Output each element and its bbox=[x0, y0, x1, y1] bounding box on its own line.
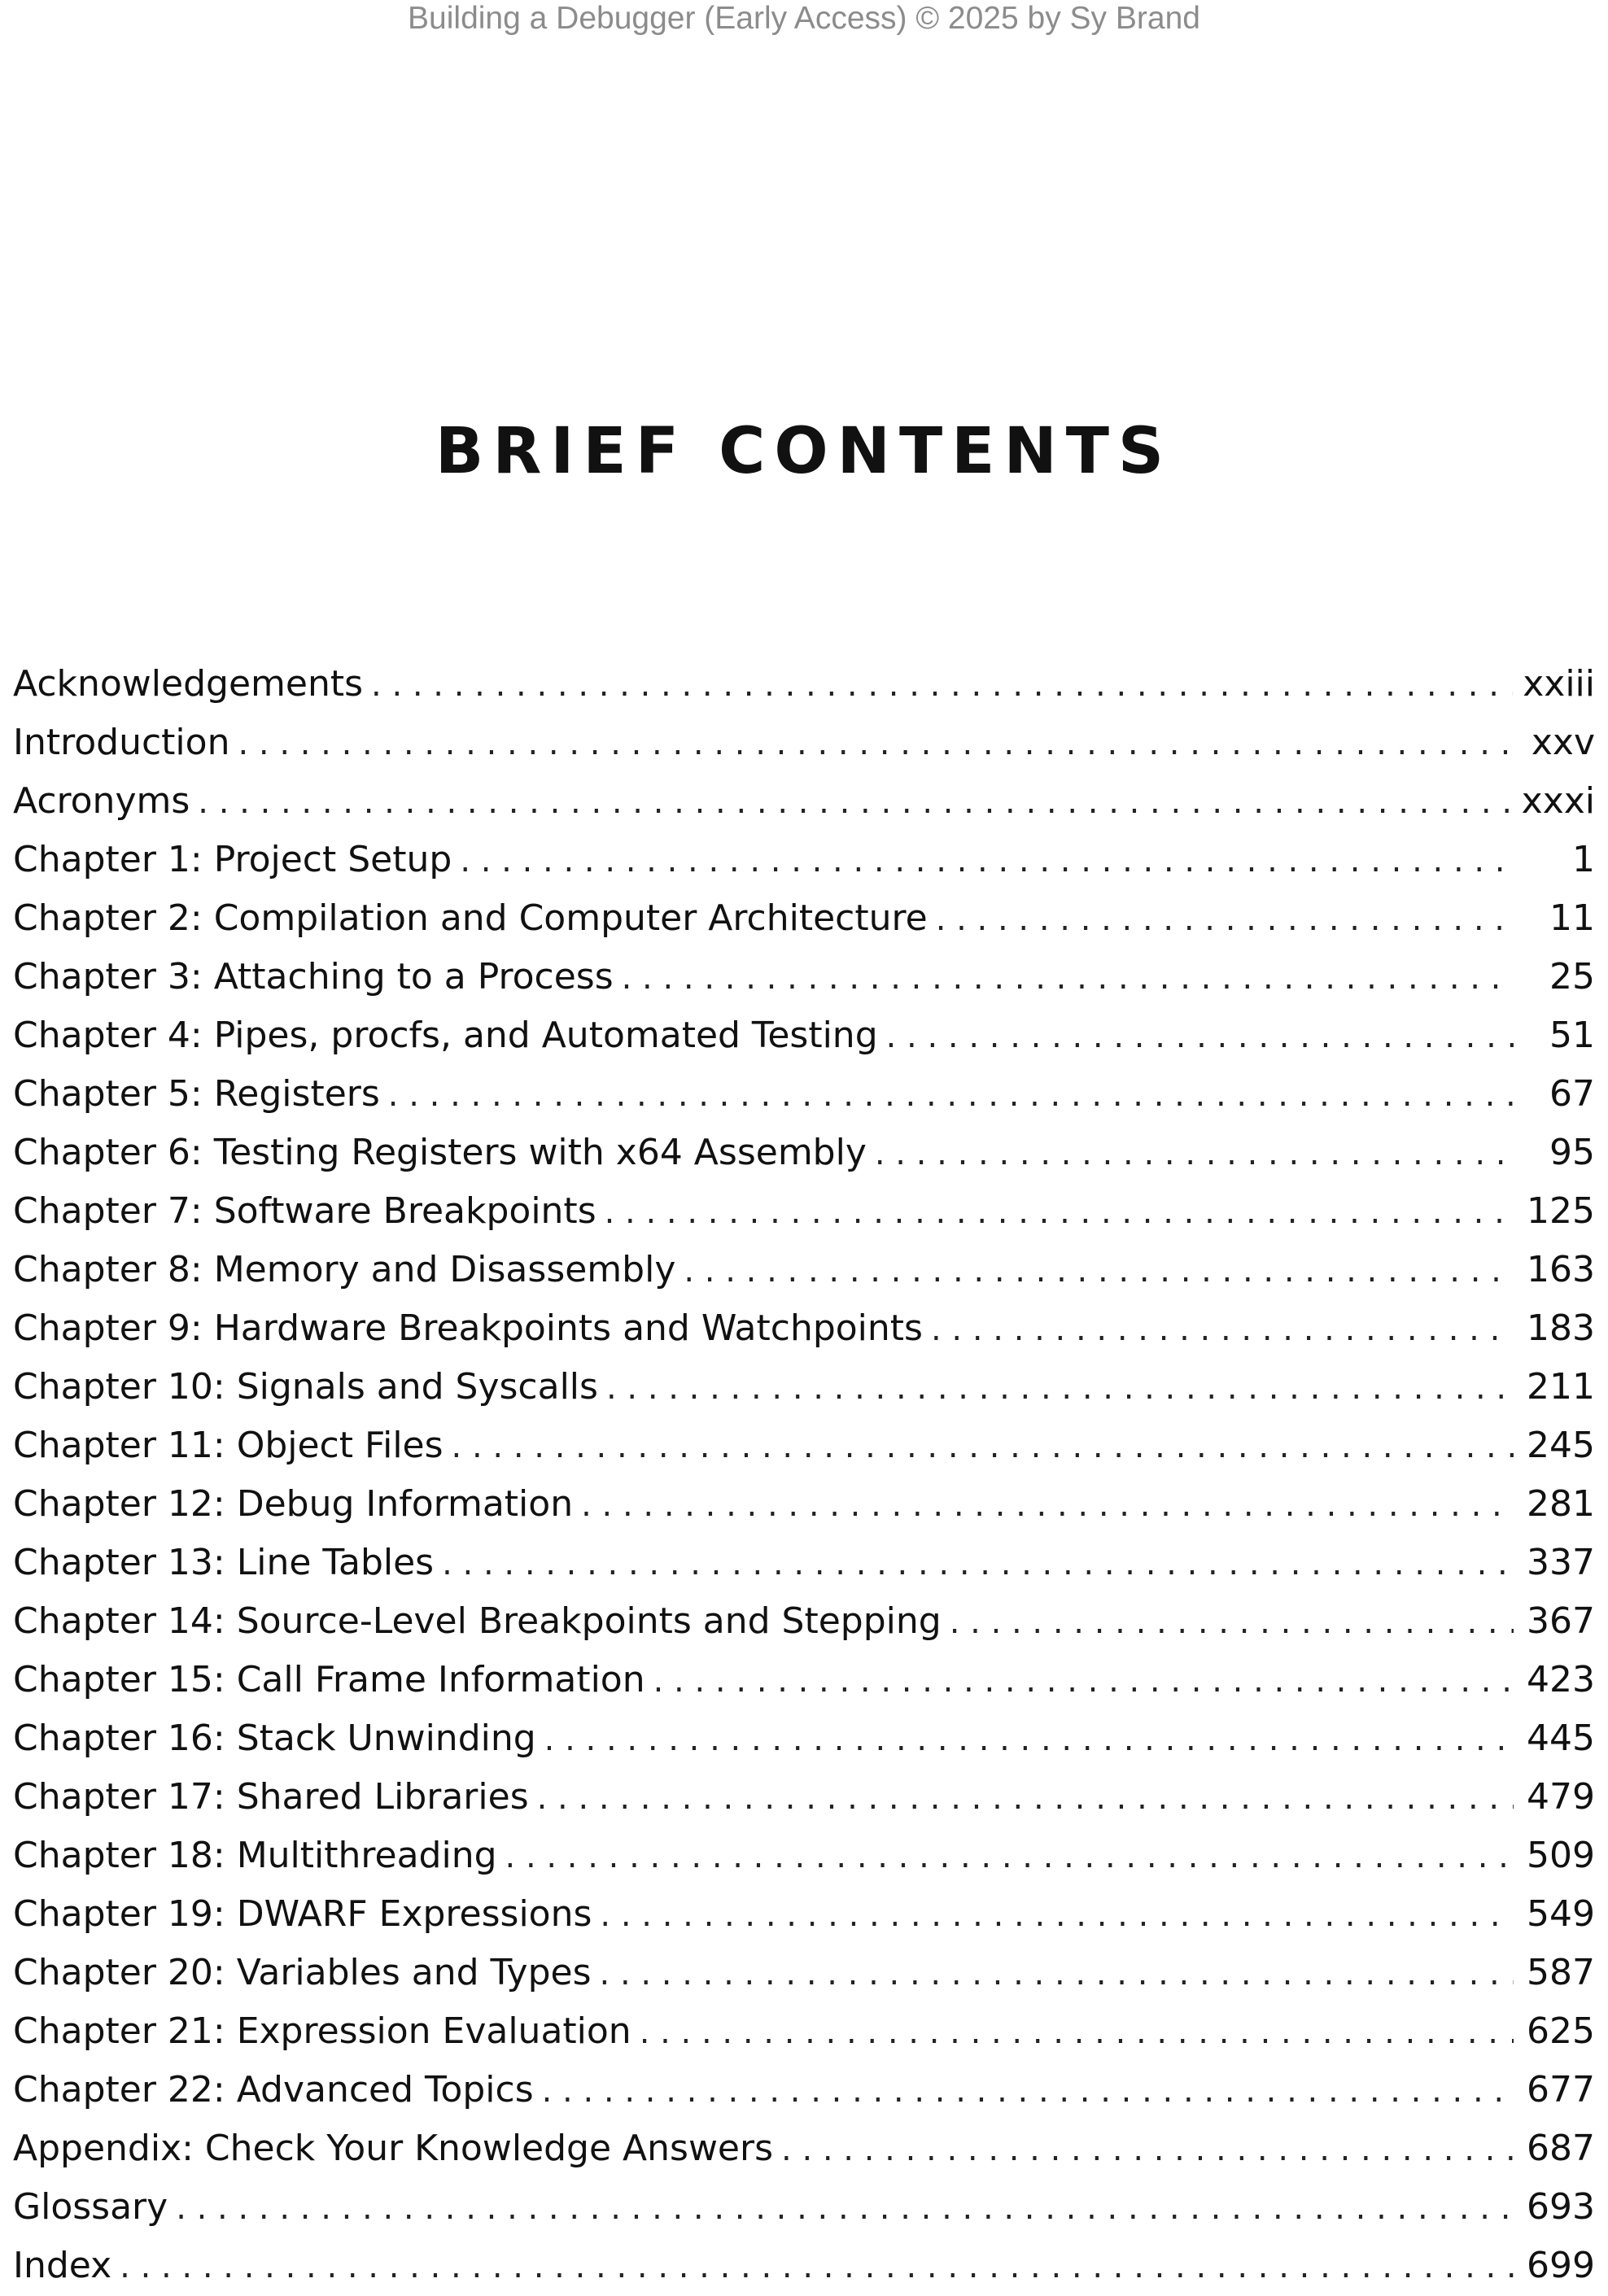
toc-entry-appendix[interactable] bbox=[13, 2119, 1595, 2178]
toc-entry-title: Chapter 10: Signals and Syscalls bbox=[13, 1366, 598, 1408]
toc-entry-chapter-14[interactable] bbox=[13, 1592, 1595, 1651]
toc-entry-chapter-13[interactable] bbox=[13, 1534, 1595, 1592]
toc-entry-title: Appendix: Check Your Knowledge Answers bbox=[13, 2128, 774, 2169]
toc-entry-chapter-2[interactable] bbox=[13, 889, 1595, 948]
toc-entry-page: 687 bbox=[1527, 2128, 1595, 2169]
toc-entry-chapter-9[interactable] bbox=[13, 1299, 1595, 1358]
toc-entry-page: 549 bbox=[1527, 1893, 1595, 1935]
toc-entry-title: Introduction bbox=[13, 722, 230, 763]
toc-entry-title: Chapter 13: Line Tables bbox=[13, 1542, 435, 1583]
toc-entry-title: Glossary bbox=[13, 2186, 168, 2228]
dot-leader bbox=[622, 949, 1514, 1007]
toc-entry-chapter-10[interactable] bbox=[13, 1358, 1595, 1416]
toc-entry-page: 25 bbox=[1549, 956, 1595, 997]
toc-entry-chapter-19[interactable] bbox=[13, 1885, 1595, 1944]
toc-entry-title: Chapter 22: Advanced Topics bbox=[13, 2069, 534, 2110]
toc-entry-page: 509 bbox=[1527, 1835, 1595, 1876]
toc-entry-title: Chapter 12: Debug Information bbox=[13, 1483, 574, 1525]
toc-entry-glossary[interactable] bbox=[13, 2178, 1595, 2237]
toc-entry-page: 699 bbox=[1527, 2245, 1595, 2286]
toc-entry-title: Chapter 6: Testing Registers with x64 Assembly bbox=[13, 1132, 867, 1173]
dot-leader bbox=[605, 1183, 1514, 1242]
toc-entry-chapter-7[interactable] bbox=[13, 1182, 1595, 1241]
toc-entry-title: Chapter 2: Compilation and Computer Architecture bbox=[13, 897, 928, 939]
toc-entry-page: 211 bbox=[1527, 1366, 1595, 1408]
toc-entry-page: xxxi bbox=[1521, 780, 1595, 822]
toc-entry-title: Chapter 17: Shared Libraries bbox=[13, 1776, 529, 1818]
toc-entry-title: Chapter 11: Object Files bbox=[13, 1425, 444, 1466]
dot-leader bbox=[238, 714, 1514, 773]
toc-entry-chapter-22[interactable] bbox=[13, 2061, 1595, 2119]
toc-entry-chapter-4[interactable] bbox=[13, 1006, 1595, 1065]
toc-entry-page: xxv bbox=[1531, 722, 1595, 763]
toc-entry-title: Chapter 18: Multithreading bbox=[13, 1835, 497, 1876]
toc-entry-chapter-11[interactable] bbox=[13, 1416, 1595, 1475]
dot-leader bbox=[537, 1769, 1514, 1827]
table-of-contents bbox=[13, 655, 1595, 2295]
dot-leader bbox=[198, 773, 1511, 832]
dot-leader bbox=[452, 1417, 1514, 1476]
dot-leader bbox=[505, 1827, 1514, 1886]
toc-entry-page: 479 bbox=[1527, 1776, 1595, 1818]
toc-entry-chapter-12[interactable] bbox=[13, 1475, 1595, 1534]
toc-entry-page: 51 bbox=[1549, 1015, 1595, 1056]
toc-entry-page: 337 bbox=[1527, 1542, 1595, 1583]
dot-leader bbox=[606, 1359, 1514, 1417]
toc-entry-page: 11 bbox=[1549, 897, 1595, 939]
toc-entry-chapter-20[interactable] bbox=[13, 1944, 1595, 2002]
dot-leader bbox=[544, 1710, 1514, 1769]
toc-entry-introduction[interactable] bbox=[13, 714, 1595, 772]
toc-entry-title: Chapter 9: Hardware Breakpoints and Watchpoints bbox=[13, 1307, 923, 1349]
toc-entry-chapter-21[interactable] bbox=[13, 2002, 1595, 2061]
dot-leader bbox=[442, 1534, 1514, 1593]
toc-entry-title: Chapter 1: Project Setup bbox=[13, 839, 452, 880]
toc-entry-page: 677 bbox=[1527, 2069, 1595, 2110]
dot-leader bbox=[653, 1652, 1514, 1710]
toc-entry-title: Chapter 5: Registers bbox=[13, 1073, 380, 1115]
toc-entry-title: Chapter 14: Source-Level Breakpoints and Stepping bbox=[13, 1600, 942, 1642]
toc-entry-chapter-17[interactable] bbox=[13, 1768, 1595, 1827]
toc-entry-page: 183 bbox=[1527, 1307, 1595, 1349]
dot-leader bbox=[120, 2237, 1514, 2296]
toc-entry-page: 693 bbox=[1527, 2186, 1595, 2228]
dot-leader bbox=[886, 1007, 1514, 1066]
toc-entry-chapter-18[interactable] bbox=[13, 1827, 1595, 1885]
copyright-header: Building a Debugger (Early Access) © 2025 by Sy Brand bbox=[408, 1, 1200, 36]
dot-leader bbox=[460, 832, 1514, 890]
toc-entry-acronyms[interactable] bbox=[13, 772, 1595, 831]
dot-leader bbox=[684, 1242, 1514, 1300]
toc-entry-page: 281 bbox=[1527, 1483, 1595, 1525]
toc-entry-page: 423 bbox=[1527, 1659, 1595, 1700]
toc-entry-index[interactable] bbox=[13, 2237, 1595, 2295]
toc-entry-page: 245 bbox=[1527, 1425, 1595, 1466]
toc-entry-page: 95 bbox=[1549, 1132, 1595, 1173]
toc-entry-title: Acknowledgements bbox=[13, 663, 364, 705]
dot-leader bbox=[936, 890, 1514, 949]
toc-entry-title: Chapter 21: Expression Evaluation bbox=[13, 2010, 631, 2052]
toc-entry-chapter-5[interactable] bbox=[13, 1065, 1595, 1124]
toc-entry-title: Chapter 8: Memory and Disassembly bbox=[13, 1249, 676, 1290]
toc-entry-acknowledgements[interactable] bbox=[13, 655, 1595, 714]
toc-entry-chapter-6[interactable] bbox=[13, 1124, 1595, 1182]
toc-entry-title: Acronyms bbox=[13, 780, 190, 822]
dot-leader bbox=[875, 1124, 1514, 1183]
toc-entry-chapter-3[interactable] bbox=[13, 948, 1595, 1006]
dot-leader bbox=[176, 2179, 1514, 2237]
toc-entry-title: Chapter 19: DWARF Expressions bbox=[13, 1893, 592, 1935]
toc-entry-title: Chapter 16: Stack Unwinding bbox=[13, 1718, 536, 1759]
toc-entry-page: 67 bbox=[1549, 1073, 1595, 1115]
toc-entry-title: Chapter 4: Pipes, procfs, and Automated Testing bbox=[13, 1015, 878, 1056]
dot-leader bbox=[640, 2003, 1514, 2062]
dot-leader bbox=[950, 1593, 1514, 1652]
toc-entry-title: Chapter 15: Call Frame Information bbox=[13, 1659, 645, 1700]
toc-entry-page: 445 bbox=[1527, 1718, 1595, 1759]
toc-entry-chapter-1[interactable] bbox=[13, 831, 1595, 889]
toc-entry-page: 125 bbox=[1527, 1190, 1595, 1232]
page-title: BRIEF CONTENTS bbox=[435, 415, 1173, 488]
dot-leader bbox=[388, 1066, 1514, 1124]
dot-leader bbox=[371, 656, 1513, 714]
toc-entry-chapter-8[interactable] bbox=[13, 1241, 1595, 1299]
toc-entry-page: 587 bbox=[1527, 1952, 1595, 1993]
toc-entry-page: 163 bbox=[1527, 1249, 1595, 1290]
toc-entry-page: 625 bbox=[1527, 2010, 1595, 2052]
dot-leader bbox=[600, 1945, 1514, 2003]
toc-entry-chapter-15[interactable] bbox=[13, 1651, 1595, 1709]
toc-entry-title: Chapter 7: Software Breakpoints bbox=[13, 1190, 596, 1232]
dot-leader bbox=[781, 2120, 1514, 2179]
dot-leader bbox=[600, 1886, 1514, 1945]
toc-entry-chapter-16[interactable] bbox=[13, 1709, 1595, 1768]
toc-entry-title: Chapter 20: Variables and Types bbox=[13, 1952, 592, 1993]
toc-entry-page: 1 bbox=[1572, 839, 1595, 880]
toc-entry-title: Index bbox=[13, 2245, 112, 2286]
dot-leader bbox=[931, 1300, 1514, 1359]
toc-entry-title: Chapter 3: Attaching to a Process bbox=[13, 956, 614, 997]
toc-entry-page: xxiii bbox=[1523, 663, 1595, 705]
dot-leader bbox=[542, 2062, 1514, 2120]
toc-entry-page: 367 bbox=[1527, 1600, 1595, 1642]
dot-leader bbox=[581, 1476, 1514, 1534]
